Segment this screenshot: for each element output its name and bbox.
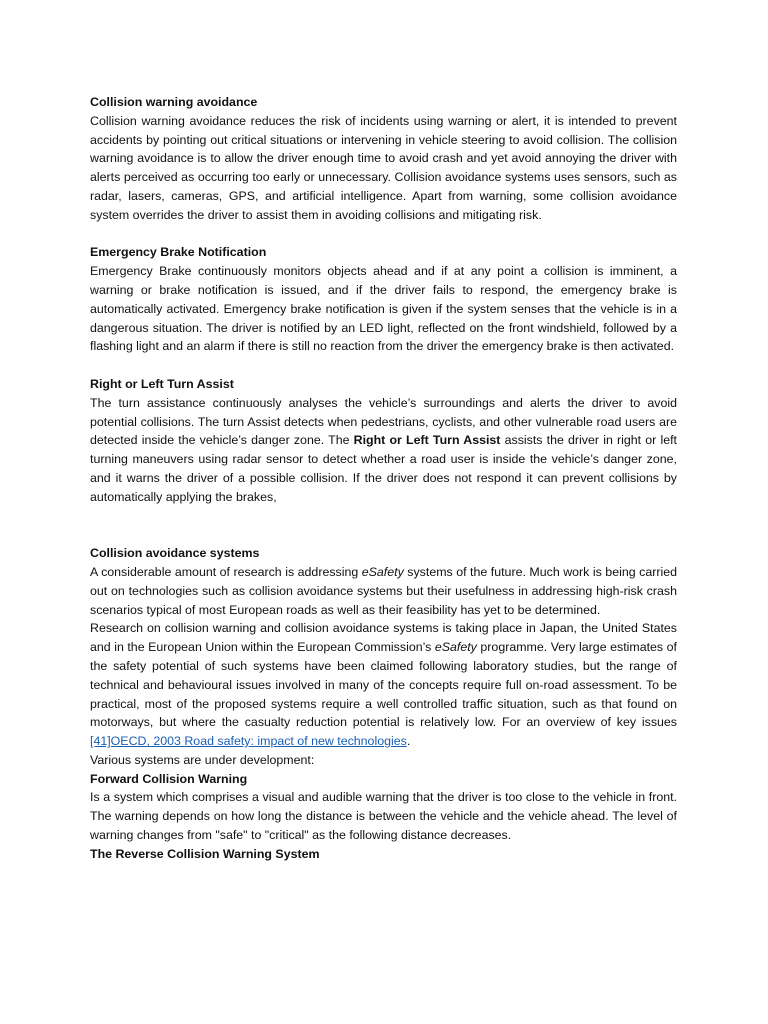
avoidance-text-2-end: . [406, 734, 411, 749]
heading-reverse-warning: The Reverse Collision Warning System [90, 846, 320, 861]
turn-assist-text-1: The turn assistance continuously analyses the vehicle’s surroundings and alerts the driver to avoid potential collisions. The turn Assist detects when pedestrians, cyclists, and other vulnerable road users are detected inside the vehicle’s danger zone. The [90, 395, 677, 448]
avoidance-text-2b: programme. Very large estimates of the safety potential of such systems have been claimed following laboratory studies, but the range of technical and behavioural issues involved in many of the concepts require full on-road assessment. To be practical, most of the proposed systems require a well controlled traffic situation, such as that found on motorways, but where the casualty reduction potential is relatively low. For an overview of key issues [90, 640, 677, 730]
document-body [90, 93, 677, 864]
paragraph-systems-intro: Various systems are under development: [90, 752, 315, 767]
heading-forward-warning: Forward Collision Warning [90, 771, 248, 786]
heading-turn-assist: Right or Left Turn Assist [90, 376, 234, 391]
avoidance-text-1a: A considerable amount of research is addressing [90, 564, 362, 579]
turn-assist-bold-term: Right or Left Turn Assist [353, 433, 501, 448]
heading-emergency-brake: Emergency Brake Notification [90, 245, 267, 260]
paragraph-avoidance-programme [90, 619, 677, 751]
heading-collision-warning: Collision warning avoidance [90, 95, 258, 109]
paragraph-collision-warning: Collision warning avoidance reduces the risk of incidents using warning or alert, it is intended to prevent accidents by pointing out critical situations or intervening in vehicle steering to avoid collision. The collision warning avoidance is to allow the driver enough time to avoid crash and yet avoid annoying the driver with alerts perceived as occurring too early or unnecessary. Collision avoidance systems uses sensors, such as radar, lasers, cameras, GPS, and artificial intelligence. Apart from warning, some collision avoidance system overrides the driver to assist them in avoiding collisions and mitigating risk. [90, 113, 677, 222]
paragraph-forward-warning: Is a system which comprises a visual and audible warning that the driver is too close to the vehicle in front. The warning depends on how long the distance is between the vehicle and the vehicle ahead. The level of warning changes from "safe" to "critical" as the following distance decreases. [90, 790, 677, 843]
avoidance-text-2a: Research on collision warning and collision avoidance systems is taking place in Japan, the United States and in the European Union within the European Commission’s [90, 621, 677, 655]
paragraph-avoidance-research [90, 563, 677, 619]
oecd-reference-link[interactable]: [41]OECD, 2003 Road safety: impact of new technologies [90, 734, 407, 749]
esafety-term: eSafety [361, 564, 404, 579]
paragraph-emergency-brake: Emergency Brake continuously monitors objects ahead and if at any point a collision is imminent, a warning or brake notification is issued, and if the driver fails to respond, the emergency brake is automatically activated. Emergency brake notification is given if the system senses that the vehicle is in a dangerous situation. The driver is notified by an LED light, reflected on the front windshield, followed by a flashing light and an alarm if there is still no reaction from the driver the emergency brake is then activated. [90, 264, 677, 354]
paragraph-turn-assist [90, 394, 677, 507]
turn-assist-text-2: assists the driver in right or left turning maneuvers using radar sensor to detect whether a road user is inside the vehicle’s danger zone, and it warns the driver of a possible collision. If the driver does not respond it can prevent collisions by automatically applying the brakes, [90, 433, 678, 504]
paragraph-spacer [90, 225, 677, 244]
heading-avoidance-systems: Collision avoidance systems [90, 546, 260, 561]
avoidance-text-1b: systems of the future. Much work is being carried out on technologies such as collision avoidance systems but their usefulness in addressing high-risk crash scenarios typical of most European roads as well as their feasibility has yet to be determined. [90, 564, 678, 617]
paragraph-spacer [90, 356, 677, 375]
paragraph-spacer [90, 507, 677, 545]
esafety-term: eSafety [434, 640, 477, 655]
